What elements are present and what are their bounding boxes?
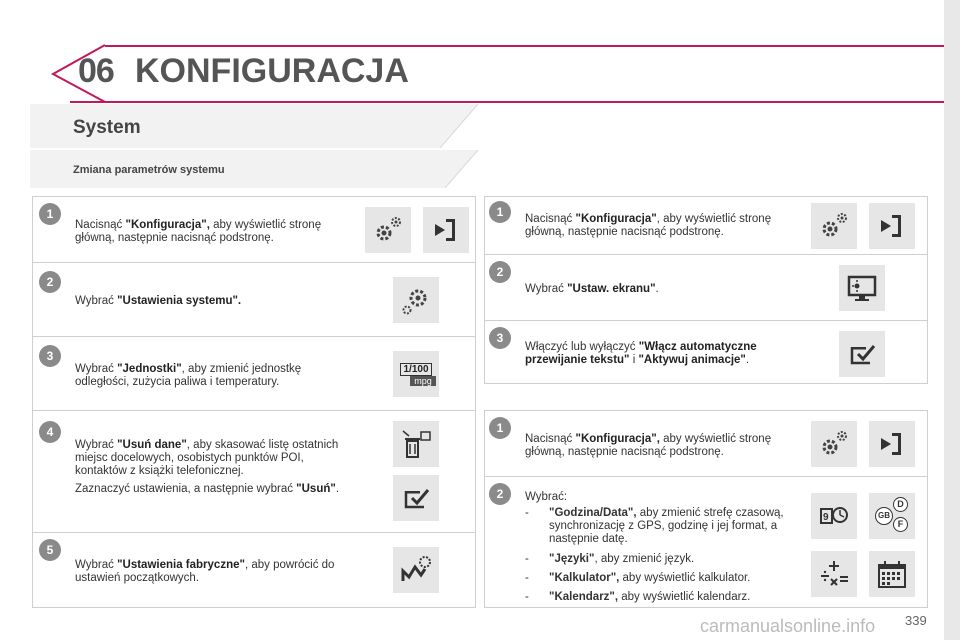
list-dash: -: [525, 572, 529, 584]
step-row: [33, 533, 475, 609]
step-number: 1: [489, 417, 511, 439]
settings-icon: [811, 203, 857, 249]
subpage-arrow-icon: [423, 207, 469, 253]
step-number: 4: [39, 421, 61, 443]
settings-icon: [811, 421, 857, 467]
step-intro: Wybrać:: [525, 491, 568, 503]
step-text: Wybrać "Jednostki", aby zmienić jednostkę odległości, zużycia paliwa i temperatury.: [75, 363, 302, 388]
step-text: Włączyć lub wyłączyć "Włącz automatyczne przewijanie tekstu" i "Aktywuj animacje".: [525, 341, 757, 366]
step-row: [485, 411, 927, 477]
step-text: Wybrać "Ustaw. ekranu".: [525, 283, 659, 295]
lang-d-badge: D: [893, 497, 908, 512]
step-text: Zaznaczyć ustawienia, a następnie wybrać "Usuń".: [75, 483, 340, 495]
list-dash: -: [525, 507, 529, 519]
list-item: "Godzina/Data", aby zmienić strefę czasową, synchronizację z GPS, godzinę i jej format, a następnie datę.: [549, 507, 784, 545]
header-rule-bottom: [70, 101, 955, 103]
step-row: [33, 337, 475, 411]
display-settings-panel: [484, 196, 928, 384]
delete-data-icon: [393, 421, 439, 467]
left-steps-panel: [32, 196, 476, 608]
list-item: "Języki", aby zmienić język.: [549, 553, 695, 565]
calculator-icon: [811, 551, 857, 597]
step-text: Wybrać "Ustawienia systemu".: [75, 295, 242, 307]
step-text: Nacisnąć "Konfiguracja", aby wyświetlić stronę główną, następnie nacisnąć podstronę.: [75, 219, 322, 244]
step-row: [33, 263, 475, 337]
step-number: 1: [39, 203, 61, 225]
step-number: 3: [39, 345, 61, 367]
units-label-top: 1/100: [400, 363, 431, 376]
step-number: 2: [39, 271, 61, 293]
step-number: 5: [39, 539, 61, 561]
step-row: [485, 477, 927, 609]
units-icon: [393, 351, 439, 397]
lang-gb-badge: GB: [875, 507, 893, 525]
chapter-number: 06: [78, 52, 114, 90]
step-row: [33, 411, 475, 533]
step-row: [485, 321, 927, 385]
step-row: [33, 197, 475, 263]
step-row: [485, 197, 927, 255]
units-label-bottom: mpg: [410, 376, 436, 386]
list-item: "Kalendarz", aby wyświetlić kalendarz.: [549, 591, 751, 603]
section-subtitle: Zmiana parametrów systemu: [73, 164, 225, 176]
settings-icon: [365, 207, 411, 253]
checkbox-confirm-icon: [393, 475, 439, 521]
subpage-arrow-icon: [869, 421, 915, 467]
watermark: carmanualsonline.info: [700, 616, 876, 636]
side-strip: [944, 0, 960, 640]
page-number: 339: [905, 613, 927, 628]
checkbox-confirm-icon: [839, 331, 885, 377]
list-dash: -: [525, 591, 529, 603]
step-number: 2: [489, 261, 511, 283]
list-dash: -: [525, 553, 529, 565]
calendar-icon: [869, 551, 915, 597]
list-item: "Kalkulator", aby wyświetlić kalkulator.: [549, 572, 751, 584]
factory-reset-icon: [393, 547, 439, 593]
step-text: Wybrać "Ustawienia fabryczne", aby powrócić do ustawień początkowych.: [75, 559, 335, 584]
step-number: 3: [489, 327, 511, 349]
lang-f-badge: F: [893, 517, 908, 532]
clock-date-icon: [811, 493, 857, 539]
step-row: [485, 255, 927, 321]
header-rule-top: [105, 45, 955, 47]
step-text: Nacisnąć "Konfiguracja", aby wyświetlić stronę główną, następnie nacisnąć podstronę.: [525, 433, 772, 458]
screen-settings-icon: [839, 265, 885, 311]
chapter-title: KONFIGURACJA: [135, 52, 409, 90]
section-title: System: [73, 117, 141, 138]
subpage-arrow-icon: [869, 203, 915, 249]
step-number: 1: [489, 201, 511, 223]
extras-panel: [484, 410, 928, 608]
step-number: 2: [489, 483, 511, 505]
languages-icon: [869, 493, 915, 539]
step-text: Wybrać "Usuń dane", aby skasować listę ostatnich miejsc docelowych, osobistych punktów POI, kontaktów z książki telefonicznej.: [75, 439, 339, 477]
svg-text:9: 9: [823, 512, 829, 523]
system-settings-icon: [393, 277, 439, 323]
step-text: Nacisnąć "Konfiguracja", aby wyświetlić stronę główną, następnie nacisnąć podstronę.: [525, 213, 772, 238]
